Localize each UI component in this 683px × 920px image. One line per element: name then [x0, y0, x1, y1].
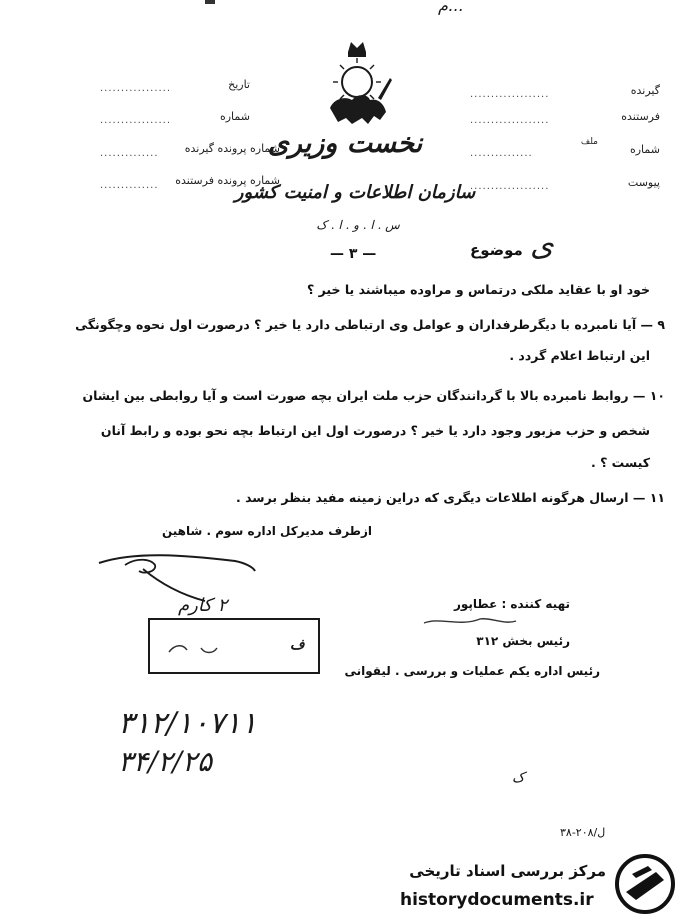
stamp-scrawl [165, 640, 225, 660]
receiver-file-label: شماره پرونده گیرنده [184, 142, 280, 155]
small-mark: ک [512, 770, 525, 786]
body-line: خود او با عقاید ملکی درتماس و مراوده میباشند یا خیر ؟ [306, 282, 650, 297]
top-mark [205, 0, 215, 4]
file-sub-label: ملف [580, 137, 598, 147]
handwritten-number-2: ۳۴/۲/۲۵ [118, 745, 213, 778]
watermark-title: مرکز بررسی اسناد تاریخی [409, 862, 606, 880]
body-line: کیست ؟ . [590, 455, 650, 470]
date-dots: ................. [100, 83, 172, 94]
right-number-dots: ............... [470, 148, 533, 159]
watermark-url: historydocuments.ir [400, 890, 594, 910]
left-number-dots: ................. [100, 115, 172, 126]
body-line: ۱۱ — ارسال هرگونه اطلاعات دیگری که دراین زمینه مفید بنظر برسد . [235, 490, 665, 505]
subject-value: ی [530, 228, 554, 263]
date-label: تاریخ [228, 78, 250, 91]
body-line: ۱۰ — روابط نامبرده بالا با گردانندگان حزب ملت ایران بچه صورت است و آیا روابطی بین ایشان [82, 388, 665, 403]
agency-code: س . ا . و . ا . ک [316, 218, 400, 232]
subject-label: موضوع [470, 241, 523, 259]
recipient-label: گیرنده [630, 84, 660, 97]
right-number-label: شماره [629, 143, 660, 156]
prepared-by: تهیه کننده : عطاپور [453, 597, 570, 611]
sender-label: فرستنده [621, 110, 660, 123]
handwritten-number-1: ۳۱۲/۱۰۷۱۱ [118, 706, 258, 741]
sender-file-dots: .............. [100, 180, 159, 191]
archive-logo-icon [612, 852, 678, 916]
sender-dots: ................... [470, 115, 550, 126]
recipient-dots: ................... [470, 89, 550, 100]
prepared-by-signature [420, 615, 520, 629]
sender-file-label: شماره پرونده فرستنده [175, 174, 280, 187]
ministry-title: نخست وزیری [267, 128, 423, 159]
lion-and-sun-emblem [318, 38, 396, 130]
dash-marker: — ۳ — [330, 246, 377, 262]
receiver-file-dots: .............. [100, 148, 159, 159]
handwritten-note: ۲ کارم [178, 595, 228, 616]
section-head: رئیس بخش ۳۱۲ [476, 634, 570, 648]
body-line: ۹ — آیا نامبرده با دیگرطرفداران و عوامل وی ارتباطی دارد یا خیر ؟ درصورت اول نحوه وچگونگی [75, 317, 665, 332]
agency-title: سازمان اطلاعات و امنیت کشور [234, 182, 476, 203]
attachment-label: پیوست [627, 176, 660, 189]
attachment-dots: ................... [470, 181, 550, 192]
body-line: این ارتباط اعلام گردد . [509, 348, 650, 363]
left-number-label: شماره [219, 110, 250, 123]
footer-code: ۳۸-۲۰۸/ل [560, 826, 606, 839]
body-line: شخص و حزب مزبور وجود دارد یا خیر ؟ درصورت اول این ارتباط بچه نحو بوده و رابط آنان [100, 423, 650, 438]
office-head: رئیس اداره یکم عملیات و بررسی . لیقوانی [344, 664, 600, 678]
top-scrawl: ...م [438, 0, 464, 15]
stamp-text: ف [290, 637, 305, 653]
regards-line: ازطرف مدیرکل اداره سوم . شاهین [161, 524, 372, 538]
